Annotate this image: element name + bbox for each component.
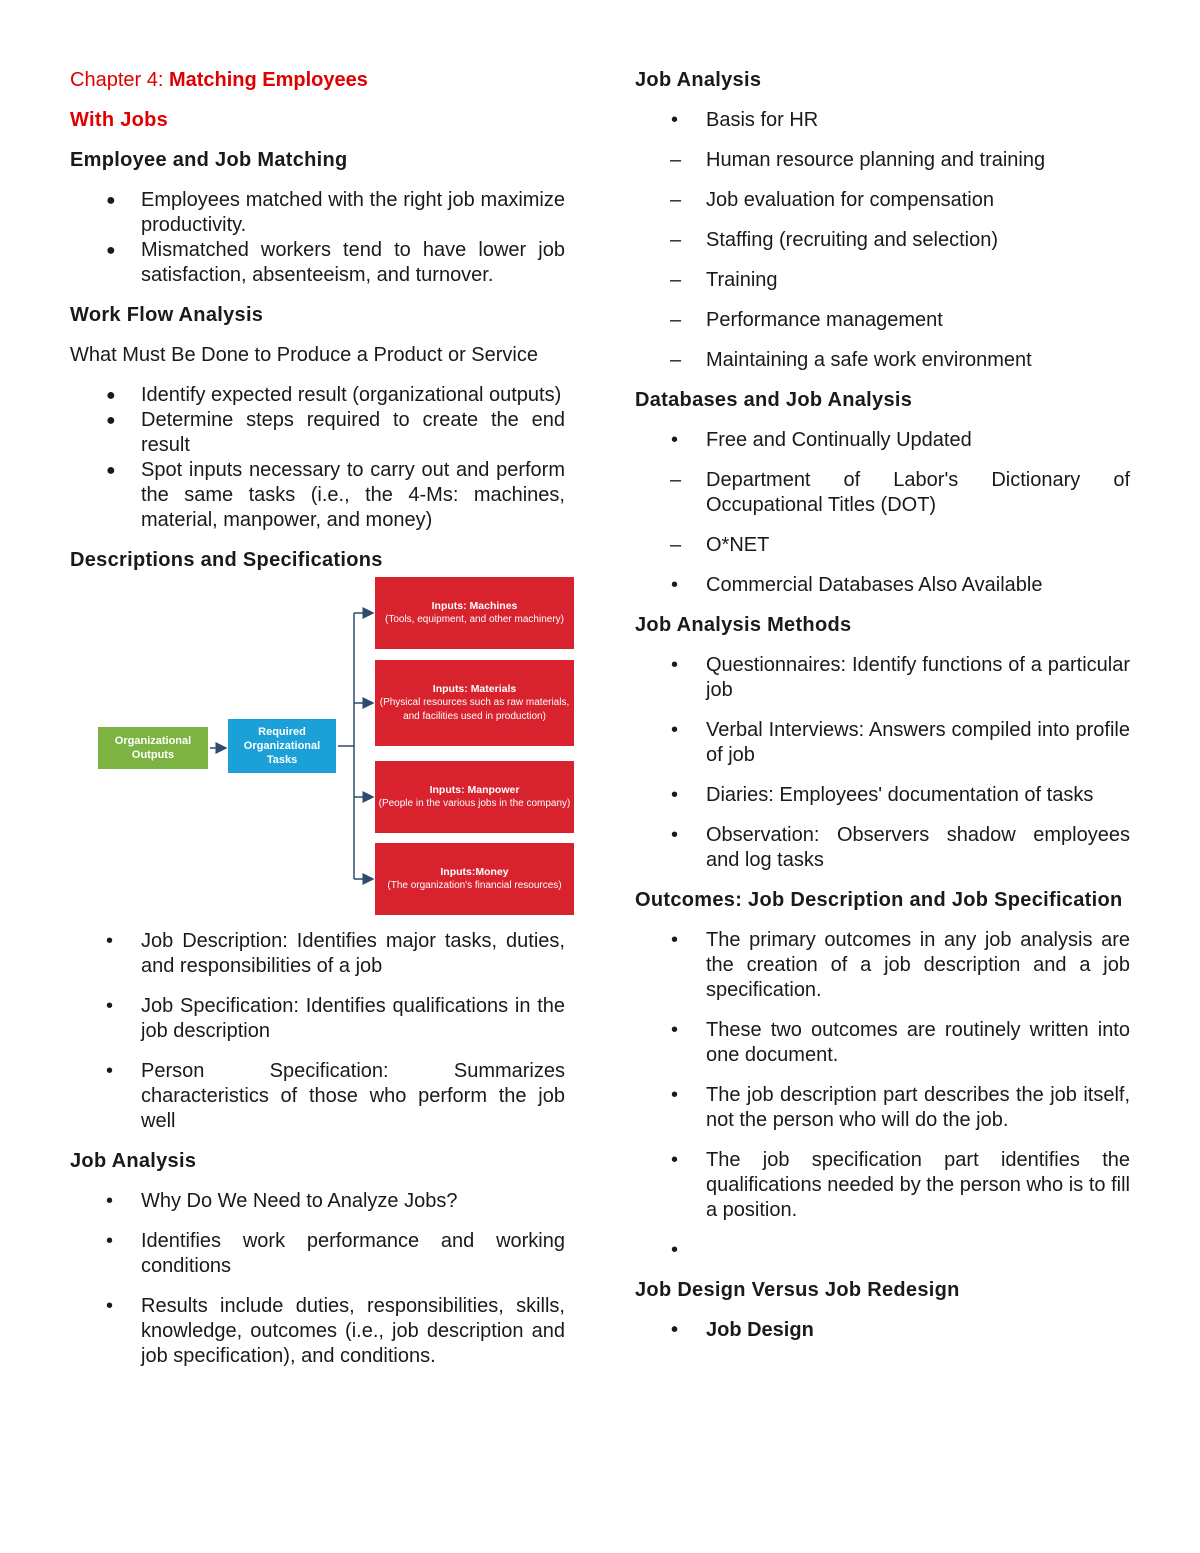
list-item-text: The primary outcomes in any job analysis are the creation of a job description and a job specification. — [706, 929, 1130, 1001]
sub-list-item-text: Staffing (recruiting and selection) — [706, 229, 999, 251]
list-item-text: The job specification part identifies the qualifications needed by the person who is to fill a position. — [706, 1149, 1130, 1221]
list-item — [70, 1189, 565, 1214]
list-item — [70, 383, 565, 408]
list-item-text: Commercial Databases Also Available — [706, 574, 1043, 596]
section-heading-descriptions-specifications: Descriptions and Specifications — [70, 549, 383, 571]
chapter-subtitle: With Jobs — [70, 109, 169, 131]
list-item-text: Person Specification: Summarizes characteristics of those who perform the job well — [141, 1060, 565, 1132]
list-item-text: Diaries: Employees' documentation of tasks — [706, 784, 1094, 806]
list-item — [635, 1148, 1130, 1223]
chapter-title — [70, 68, 565, 93]
inputs-machines-box — [375, 577, 574, 649]
list-item-text: These two outcomes are routinely written into one document. — [706, 1019, 1130, 1066]
list-item — [70, 458, 565, 533]
dash-icon: – — [670, 229, 682, 251]
list-item-text: Job Design — [706, 1319, 814, 1341]
sub-list-item — [565, 533, 1130, 558]
box-desc: (Physical resources such as raw materials, and facilities used in production) — [379, 697, 570, 722]
section-heading-databases: Databases and Job Analysis — [635, 389, 913, 411]
employee-job-matching-list — [70, 188, 565, 288]
box-title: Inputs: Machines — [431, 600, 518, 612]
list-item — [635, 1083, 1130, 1133]
list-item-text: Results include duties, responsibilities, skills, knowledge, outcomes (i.e., job description and job specification), and conditions. — [141, 1295, 565, 1367]
bullet-icon: • — [671, 429, 679, 451]
methods-list — [635, 653, 1130, 873]
work-flow-intro: What Must Be Done to Produce a Product or Service — [70, 344, 538, 366]
list-item — [70, 929, 565, 979]
bullet-icon: • — [671, 109, 679, 131]
hr-basis-sublist — [635, 148, 1130, 373]
outcomes-list — [635, 928, 1130, 1263]
list-item-text: Identify expected result (organizational outputs) — [141, 384, 562, 406]
chapter-main-title: Matching Employees — [168, 69, 368, 91]
bullet-icon: • — [106, 930, 114, 952]
sub-list-item-text: Job evaluation for compensation — [706, 189, 994, 211]
dash-icon: – — [670, 534, 682, 556]
descriptions-specifications-list — [70, 929, 565, 1134]
bullet-icon: • — [671, 1239, 679, 1261]
section-heading-job-analysis-hr: Job Analysis — [635, 69, 762, 91]
list-item-empty — [635, 1238, 1130, 1263]
bullet-icon: • — [671, 1019, 679, 1041]
work-flow-list — [70, 383, 565, 533]
required-tasks-box — [228, 719, 336, 773]
bullet-icon: • — [106, 1190, 114, 1212]
list-item-text: Identifies work performance and working conditions — [141, 1230, 565, 1277]
left-column — [70, 68, 571, 1384]
list-item-text: Why Do We Need to Analyze Jobs? — [141, 1190, 458, 1212]
list-item — [635, 653, 1130, 703]
list-item — [635, 823, 1130, 873]
bullet-icon: • — [671, 1319, 679, 1341]
sub-list-item — [565, 228, 1130, 253]
inputs-materials-box — [375, 660, 574, 746]
list-item-text: Verbal Interviews: Answers compiled into profile of job — [706, 719, 1130, 766]
dash-icon: – — [670, 269, 682, 291]
sub-list-item-text: Training — [706, 269, 778, 291]
section-heading-job-analysis-methods: Job Analysis Methods — [635, 614, 852, 636]
list-item — [70, 1294, 565, 1369]
list-item — [635, 573, 1130, 598]
box-title: Inputs: Materials — [432, 683, 517, 695]
dash-icon: – — [670, 469, 682, 491]
bullet-icon: ● — [106, 242, 116, 259]
list-item-text: Job Description: Identifies major tasks, duties, and responsibilities of a job — [141, 930, 565, 977]
section-heading-outcomes: Outcomes: Job Description and Job Specification — [635, 889, 1123, 911]
list-item — [70, 1229, 565, 1279]
bullet-icon: • — [671, 719, 679, 741]
list-item — [70, 188, 565, 238]
section-heading-job-analysis: Job Analysis — [70, 1150, 197, 1172]
bullet-icon: ● — [106, 412, 116, 429]
list-item — [635, 783, 1130, 808]
section-heading-work-flow-analysis: Work Flow Analysis — [70, 304, 264, 326]
list-item-text: Free and Continually Updated — [706, 429, 972, 451]
chapter-prefix: Chapter 4: — [70, 69, 169, 91]
sub-list-item — [565, 308, 1130, 333]
sub-list-item-text: Performance management — [706, 309, 943, 331]
bullet-icon: ● — [106, 462, 116, 479]
list-item — [635, 428, 1130, 453]
sub-list-item — [565, 268, 1130, 293]
box-title: Inputs:Money — [440, 866, 509, 878]
bullet-icon: • — [671, 929, 679, 951]
list-item-text: Employees matched with the right job maximize productivity. — [141, 189, 565, 236]
list-item-text: Observation: Observers shadow employees and log tasks — [706, 824, 1130, 871]
box-desc: (The organization's financial resources) — [387, 880, 562, 891]
list-item — [635, 108, 1130, 133]
sub-list-item — [565, 188, 1130, 213]
sub-list-item-text: Department of Labor's Dictionary of Occupational Titles (DOT) — [706, 469, 1130, 516]
list-item — [635, 1318, 1130, 1343]
list-item — [635, 718, 1130, 768]
section-heading-employee-job-matching: Employee and Job Matching — [70, 149, 348, 171]
list-item-text: Job Specification: Identifies qualifications in the job description — [141, 995, 565, 1042]
databases-list — [635, 428, 1130, 453]
inputs-money-box — [375, 843, 574, 915]
job-design-list — [635, 1318, 1130, 1343]
dash-icon: – — [670, 149, 682, 171]
bullet-icon: ● — [106, 387, 116, 404]
sub-list-item-text: Human resource planning and training — [706, 149, 1046, 171]
bullet-icon: • — [106, 1060, 114, 1082]
box-label: Organizational Outputs — [114, 735, 192, 761]
sub-list-item — [565, 148, 1130, 173]
bullet-icon: • — [671, 824, 679, 846]
databases-list-2 — [635, 573, 1130, 598]
job-analysis-hr-list — [635, 108, 1130, 133]
inputs-manpower-box — [375, 761, 574, 833]
list-item-text: Determine steps required to create the end result — [141, 409, 565, 456]
box-desc: (Tools, equipment, and other machinery) — [385, 614, 564, 625]
list-item-text: Basis for HR — [706, 109, 819, 131]
job-analysis-list — [70, 1189, 565, 1369]
dash-icon: – — [670, 349, 682, 371]
box-desc: (People in the various jobs in the company) — [378, 798, 571, 809]
list-item — [635, 928, 1130, 1003]
work-flow-diagram — [98, 577, 603, 917]
list-item — [70, 408, 565, 458]
bullet-icon: • — [671, 654, 679, 676]
sub-list-item-text: O*NET — [706, 534, 770, 556]
dash-icon: – — [670, 309, 682, 331]
sub-list-item — [565, 348, 1130, 373]
organizational-outputs-box — [98, 727, 208, 769]
box-label: Required Organizational Tasks — [243, 726, 321, 766]
right-column — [635, 68, 1130, 1358]
sub-list-item — [565, 468, 1130, 518]
bullet-icon: ● — [106, 192, 116, 209]
list-item-text: Questionnaires: Identify functions of a particular job — [706, 654, 1130, 701]
dash-icon: – — [670, 189, 682, 211]
bullet-icon: • — [106, 1230, 114, 1252]
bullet-icon: • — [106, 995, 114, 1017]
list-item — [635, 1018, 1130, 1068]
list-item-text: Mismatched workers tend to have lower job satisfaction, absenteeism, and turnover. — [141, 239, 565, 286]
list-item — [70, 994, 565, 1044]
bullet-icon: • — [671, 1149, 679, 1171]
sub-list-item-text: Maintaining a safe work environment — [706, 349, 1032, 371]
section-heading-job-design: Job Design Versus Job Redesign — [635, 1279, 960, 1301]
bullet-icon: • — [671, 574, 679, 596]
databases-sublist — [635, 468, 1130, 558]
list-item — [70, 1059, 565, 1134]
box-title: Inputs: Manpower — [429, 784, 520, 796]
list-item — [70, 238, 565, 288]
list-item-text: Spot inputs necessary to carry out and perform the same tasks (i.e., the 4-Ms: machines, material, manpower, and money) — [141, 459, 565, 531]
list-item-text: The job description part describes the job itself, not the person who will do the job. — [706, 1084, 1130, 1131]
bullet-icon: • — [106, 1295, 114, 1317]
bullet-icon: • — [671, 1084, 679, 1106]
bullet-icon: • — [671, 784, 679, 806]
